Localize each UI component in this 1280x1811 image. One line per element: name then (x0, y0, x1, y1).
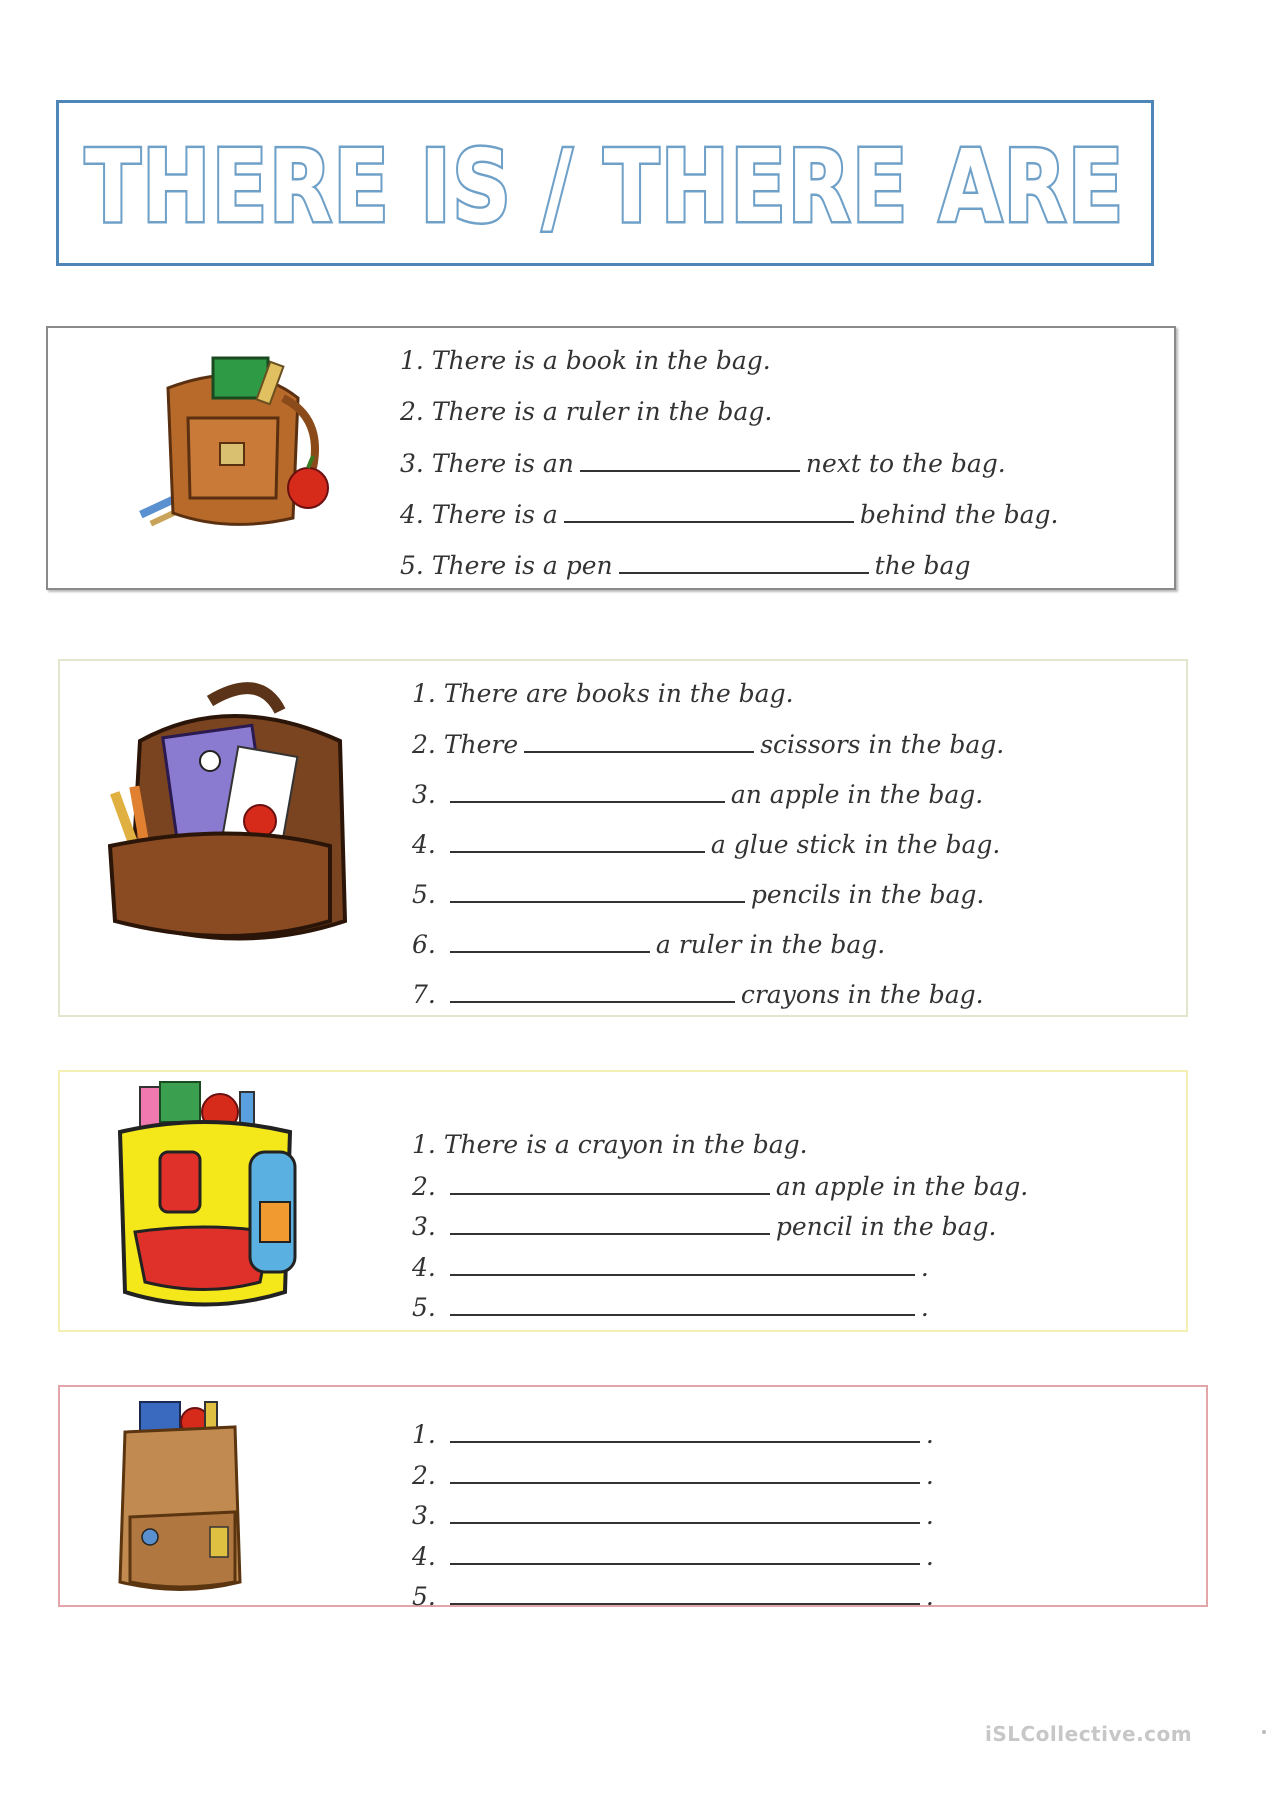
answer-blank[interactable] (450, 1460, 920, 1484)
line-number: 2. (412, 1460, 436, 1490)
sentence-end: next to the bag. (805, 449, 1006, 478)
exercise-1 (46, 326, 1176, 590)
answer-blank[interactable] (450, 879, 745, 903)
sentence-end: . (925, 1541, 934, 1571)
sentence-end: a glue stick in the bag. (710, 830, 1001, 859)
exercise4-line-1 (412, 1419, 934, 1450)
exercise1-line-4 (400, 499, 1059, 530)
exercise1-line-2 (400, 397, 772, 427)
line-number: 1. (412, 1130, 436, 1159)
line-number: 3. (412, 780, 436, 809)
line-number: 2. (412, 1171, 436, 1201)
sentence-end: crayons in the bag. (740, 980, 984, 1009)
line-number: 4. (400, 500, 424, 529)
backpack-with-book-icon (108, 348, 358, 548)
sentence-end: the bag (874, 551, 971, 580)
exercise1-line-1 (400, 346, 771, 376)
exercise2-line-7 (412, 979, 984, 1010)
answer-blank[interactable] (450, 1211, 770, 1235)
line-number: 3. (412, 1501, 436, 1530)
sentence-start: There is a book in the bag. (431, 346, 771, 375)
title-box (56, 100, 1154, 266)
page-title: THERE IS / THERE ARE (85, 128, 1125, 245)
answer-blank[interactable] (450, 1500, 920, 1524)
line-number: 4. (412, 1252, 436, 1282)
exercise1-line-3 (400, 448, 1006, 479)
line-number: 3. (412, 1212, 436, 1241)
answer-blank[interactable] (450, 1581, 920, 1605)
answer-blank[interactable] (619, 550, 869, 574)
sentence-end: . (925, 1420, 934, 1449)
sentence-start: There is an (431, 449, 574, 478)
sentence-start: There is a crayon in the bag. (443, 1130, 808, 1159)
line-number: 5. (412, 1293, 436, 1322)
sentence-end: a ruler in the bag. (655, 930, 886, 959)
exercise2-line-4 (412, 829, 1000, 860)
answer-blank[interactable] (450, 1292, 915, 1316)
sentence-start: There (443, 730, 519, 759)
title-graphic (59, 103, 1151, 263)
exercise-4 (58, 1385, 1208, 1611)
sentence-end: pencils in the bag. (750, 880, 985, 909)
exercise2-line-1 (412, 679, 794, 709)
exercise3-line-2 (412, 1171, 1028, 1202)
answer-blank[interactable] (450, 929, 650, 953)
exercise3-line-4 (412, 1252, 929, 1283)
sentence-start: There is a ruler in the bag. (431, 397, 773, 426)
answer-blank[interactable] (450, 1171, 770, 1195)
line-number: 4. (412, 1541, 436, 1571)
exercise4-line-5 (412, 1581, 934, 1612)
sentence-end: an apple in the bag. (730, 780, 984, 809)
line-number: 1. (412, 1420, 436, 1449)
sentence-end: pencil in the bag. (775, 1212, 997, 1241)
line-number: 4. (412, 830, 436, 859)
exercise3-line-5 (412, 1292, 929, 1323)
sentence-start: There is a pen (431, 551, 613, 580)
exercise3-line-1 (412, 1130, 808, 1160)
exercise4-line-3 (412, 1500, 934, 1531)
line-number: 2. (400, 397, 424, 426)
answer-blank[interactable] (450, 1419, 920, 1443)
exercise-3 (58, 1070, 1188, 1332)
answer-blank[interactable] (450, 1252, 915, 1276)
answer-blank[interactable] (524, 729, 754, 753)
line-number: 6. (412, 930, 436, 959)
exercise4-line-4 (412, 1541, 934, 1572)
line-number: 5. (412, 880, 436, 909)
footer-watermark: iSLCollective.com (985, 1722, 1193, 1746)
sentence-end: an apple in the bag. (775, 1171, 1029, 1201)
line-number: 7. (412, 980, 436, 1009)
line-number: 1. (412, 679, 436, 708)
sentence-end: . (925, 1501, 934, 1530)
line-number: 2. (412, 730, 436, 759)
exercise-2 (58, 659, 1188, 1017)
line-number: 5. (400, 551, 424, 580)
exercise2-line-5 (412, 879, 984, 910)
open-brown-backpack-icon (90, 671, 360, 961)
exercise2-line-2 (412, 729, 1004, 760)
exercise2-line-3 (412, 779, 983, 810)
answer-blank[interactable] (450, 829, 705, 853)
sentence-end: scissors in the bag. (760, 730, 1005, 759)
sentence-end: behind the bag. (859, 500, 1059, 529)
answer-blank[interactable] (450, 779, 725, 803)
answer-blank[interactable] (580, 448, 800, 472)
line-number: 3. (400, 449, 424, 478)
exercise1-line-5 (400, 550, 970, 581)
answer-blank[interactable] (450, 1541, 920, 1565)
tan-backpack-icon (110, 1397, 250, 1597)
line-number: 5. (412, 1582, 436, 1611)
answer-blank[interactable] (450, 979, 735, 1003)
exercise3-line-3 (412, 1211, 997, 1242)
sentence-start: There is a (431, 500, 558, 529)
sentence-end: . (925, 1460, 934, 1490)
sentence-start: There are books in the bag. (443, 679, 794, 708)
sentence-end: . (925, 1582, 934, 1611)
yellow-backpack-icon (100, 1082, 310, 1322)
sentence-end: . (920, 1252, 929, 1282)
answer-blank[interactable] (564, 499, 854, 523)
page-dot (1262, 1730, 1266, 1734)
sentence-end: . (920, 1293, 929, 1322)
line-number: 1. (400, 346, 424, 375)
exercise4-line-2 (412, 1460, 934, 1491)
exercise2-line-6 (412, 929, 885, 960)
